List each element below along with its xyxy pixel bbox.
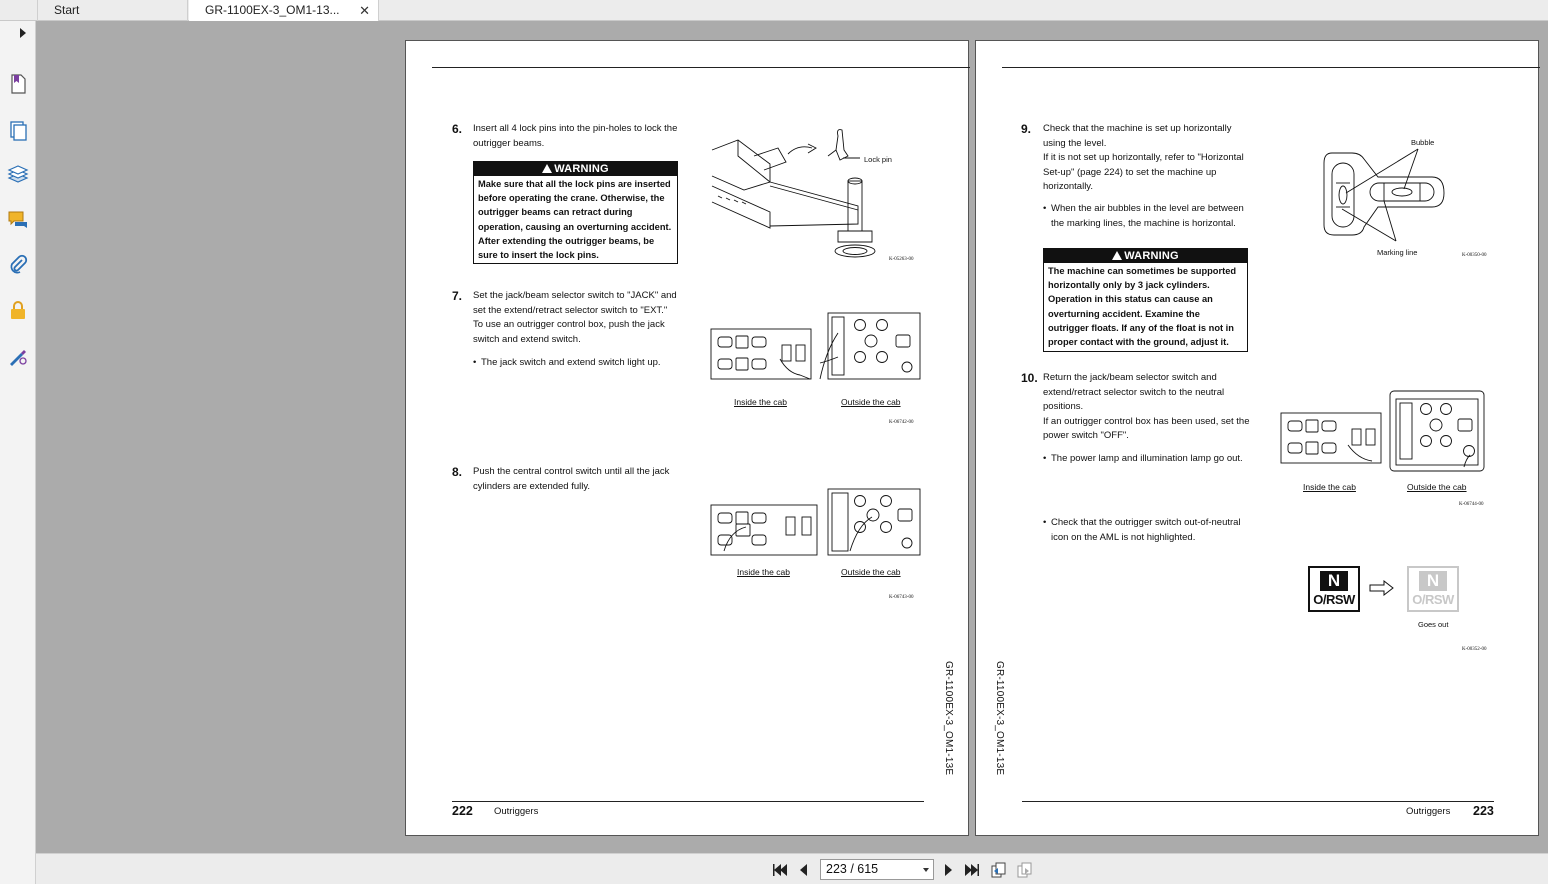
warning-line: Make sure that all the lock pins are inserted [478, 179, 671, 189]
bullet-item: • The power lamp and illumination lamp go out. [1051, 452, 1243, 467]
orsw-icon-text: O/RSW [1412, 592, 1454, 607]
step-line: Return the jack/beam selector switch and [1043, 372, 1217, 383]
goes-out-label: Goes out [1418, 620, 1449, 629]
page-222 [405, 40, 969, 836]
header-rule [1002, 67, 1540, 68]
page-number: 223 [1473, 804, 1494, 818]
figure-code: K-06744-00 [1459, 502, 1484, 507]
sidebar-expand-icon[interactable] [20, 28, 26, 38]
step-line: Insert all 4 lock pins into the pin-holes to lock the [473, 123, 678, 134]
warning-body [474, 176, 677, 264]
orsw-icon-active [1308, 566, 1360, 612]
page-indicator: 223 / 615 [826, 862, 879, 876]
bullet-dot: • [1043, 517, 1047, 528]
step-line: using the level. [1043, 137, 1107, 149]
marking-line-label: Marking line [1377, 248, 1418, 257]
layers-icon[interactable] [7, 164, 29, 186]
bullet-item [1043, 516, 1241, 545]
warning-triangle-icon [542, 164, 552, 173]
figure-code: K-06743-00 [889, 595, 914, 600]
chevron-down-icon[interactable] [923, 868, 929, 872]
orsw-icon-letter: N [1320, 571, 1348, 591]
tab-bar [0, 0, 1548, 21]
tab-start-label: Start [54, 3, 80, 17]
next-view-icon[interactable] [1016, 862, 1032, 878]
warning-title: WARNING [554, 163, 609, 175]
bullet-text: When the air bubbles in the level are between [1051, 203, 1244, 214]
warning-line: before operating the crane. Otherwise, the [478, 193, 665, 204]
step-line: Check that the machine is set up horizontally [1043, 123, 1232, 134]
header-rule [432, 67, 970, 68]
navigation-bar [36, 853, 1548, 884]
power-switch-figure [1280, 389, 1492, 473]
caption-inside-cab: Inside the cab [737, 567, 790, 577]
control-switch-figure [710, 311, 922, 391]
warning-line: Operation in this status can cause an [1048, 294, 1213, 305]
warning-title: WARNING [1124, 250, 1179, 262]
close-icon[interactable]: ✕ [359, 3, 370, 18]
left-sidebar [0, 21, 36, 884]
document-id: GR-1100EX-3_OM1-13E [943, 661, 954, 776]
bullet-line: the marking lines, the machine is horizontal. [1051, 217, 1236, 229]
caption-outside-cab: Outside the cab [1407, 482, 1467, 492]
footer-rule [1022, 801, 1494, 802]
footer-rule [452, 801, 924, 802]
step-number: 8. [452, 465, 463, 479]
lock-pin-label: Lock pin [864, 155, 892, 164]
bullet-dot: • [1043, 203, 1047, 214]
step-line: power switch "OFF". [1043, 430, 1129, 441]
bullet-item [1043, 202, 1244, 231]
page-number-input[interactable] [820, 859, 934, 880]
step-text [473, 465, 669, 494]
step-line: cylinders are extended fully. [473, 480, 591, 492]
step-text [1043, 371, 1250, 444]
arrow-right-icon [1369, 580, 1395, 596]
step-line: switch and extend switch. [473, 333, 581, 345]
caption-inside-cab: Inside the cab [734, 397, 787, 407]
figure-code: K-00350-00 [1462, 253, 1487, 258]
warning-box [1043, 248, 1248, 352]
warning-header [474, 162, 677, 176]
orsw-icon-inactive [1407, 566, 1459, 612]
page-number: 222 [452, 804, 473, 818]
page-223 [975, 40, 1539, 836]
step-line: outrigger beams. [473, 137, 545, 149]
bullet-line: icon on the AML is not highlighted. [1051, 531, 1196, 543]
warning-line: outrigger beams can retract during [478, 207, 633, 218]
bullet-line [1043, 516, 1241, 531]
step-line: Set the jack/beam selector switch to "JACK" and [473, 290, 677, 301]
step-number: 9. [1021, 122, 1032, 136]
warning-line: After extending the outrigger beams, be [478, 235, 655, 246]
first-page-icon[interactable] [772, 862, 788, 878]
last-page-icon[interactable] [964, 862, 980, 878]
caption-inside-cab: Inside the cab [1303, 482, 1356, 492]
signature-icon[interactable] [7, 345, 29, 367]
previous-view-icon[interactable] [990, 862, 1006, 878]
warning-line: outrigger floats. If any of the float is not in [1048, 322, 1234, 333]
tab-document-label: GR-1100EX-3_OM1-13... [205, 3, 340, 17]
step-text [473, 122, 677, 151]
bullet-item: • The jack switch and extend switch light up. [481, 356, 661, 371]
step-line: If it is not set up horizontally, refer to "Horizontal [1043, 152, 1244, 163]
warning-line: sure to insert the lock pins. [478, 250, 599, 261]
step-number: 6. [452, 122, 463, 136]
bookmark-icon[interactable] [7, 73, 29, 95]
step-number: 10. [1021, 371, 1038, 385]
section-name: Outriggers [494, 806, 539, 817]
warning-line: horizontally only by 3 jack cylinders. [1048, 280, 1210, 291]
warning-box [473, 161, 678, 264]
level-figure [1322, 145, 1448, 245]
step-line: extend/retract selector switch to the neutral [1043, 386, 1225, 398]
lock-pin-figure [708, 126, 918, 266]
warning-line: overturning accident. Examine the [1048, 308, 1200, 319]
step-text [473, 289, 677, 347]
comments-icon[interactable] [7, 209, 29, 231]
step-line: set the extend/retract selector switch to "EXT." [473, 304, 668, 316]
tab-bar-corner [0, 0, 38, 21]
step-line: Set-up" (page 224) to set the machine up [1043, 166, 1217, 178]
step-line: Push the central control switch until all the jack [473, 466, 670, 477]
page-thumbnails-icon[interactable] [7, 119, 29, 141]
step-line: horizontally. [1043, 181, 1093, 192]
bullet-text: Check that the outrigger switch out-of-neutral [1051, 517, 1241, 528]
central-control-figure [710, 487, 922, 567]
step-number: 7. [452, 289, 463, 303]
figure-code: K-06742-00 [889, 420, 914, 425]
document-id: GR-1100EX-3_OM1-13E [994, 661, 1005, 776]
orsw-icon-text: O/RSW [1313, 592, 1355, 607]
step-line: positions. [1043, 401, 1084, 412]
attachment-icon[interactable] [7, 254, 29, 276]
figure-code: K-00352-00 [1462, 647, 1487, 652]
caption-outside-cab: Outside the cab [841, 397, 901, 407]
step-line: If an outrigger control box has been used, set the [1043, 415, 1250, 427]
warning-line: proper contact with the ground, adjust it. [1048, 337, 1229, 348]
next-page-icon[interactable] [940, 862, 956, 878]
previous-page-icon[interactable] [796, 862, 812, 878]
tab-document[interactable] [189, 0, 379, 21]
orsw-icon-letter: N [1419, 571, 1447, 591]
warning-line: operation, causing an overturning accident. [478, 221, 672, 232]
section-name: Outriggers [1406, 806, 1451, 817]
step-line: To use an outrigger control box, push the jack [473, 319, 665, 330]
lock-icon[interactable] [7, 299, 29, 321]
warning-triangle-icon [1112, 251, 1122, 260]
tab-start[interactable] [38, 0, 188, 21]
step-text [1043, 122, 1244, 195]
bubble-label: Bubble [1411, 138, 1435, 147]
caption-outside-cab: Outside the cab [841, 567, 901, 577]
bullet-line [1043, 202, 1244, 217]
warning-header [1044, 249, 1247, 263]
warning-body [1044, 263, 1247, 351]
figure-code: K-05263-00 [889, 257, 914, 262]
warning-line: The machine can sometimes be supported [1048, 266, 1237, 276]
